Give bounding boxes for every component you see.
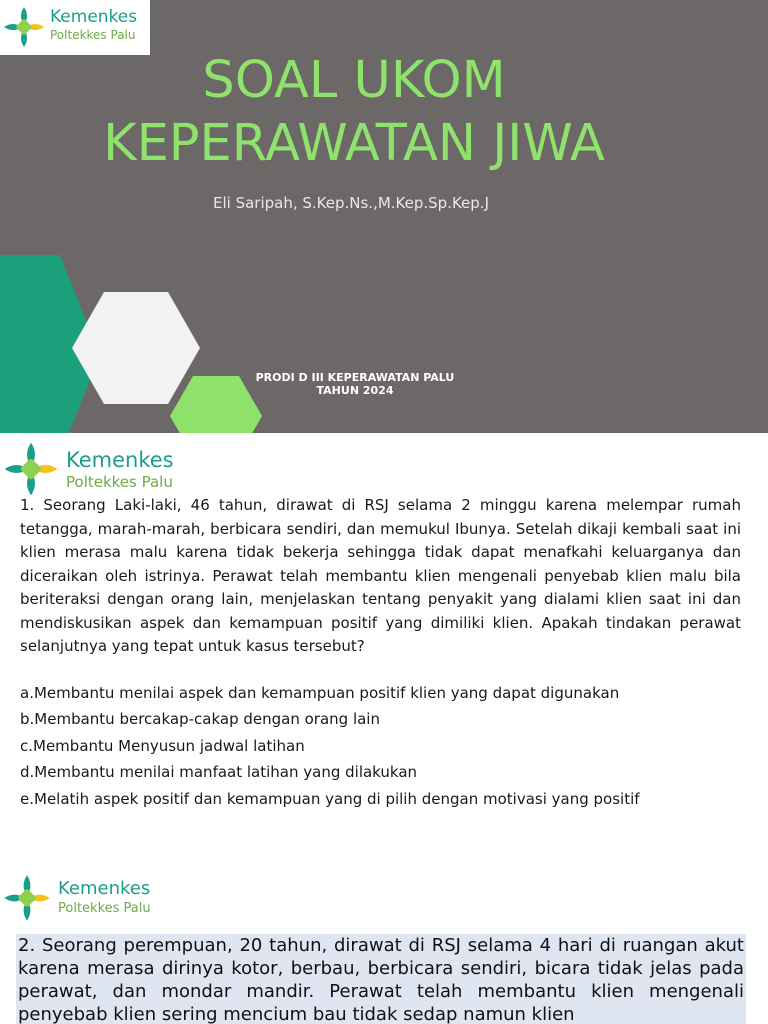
program-name: PRODI D III KEPERAWATAN PALU: [255, 371, 455, 384]
title-slide: [0, 0, 768, 433]
option-a: a.Membantu menilai aspek dan kemampuan positif klien yang dapat digunakan: [20, 683, 620, 702]
option-c: c.Membantu Menyusun jadwal latihan: [20, 736, 305, 755]
kemenkes-logo: [0, 0, 150, 55]
kemenkes-logo: [0, 866, 184, 932]
logo-text-kemenkes: Kemenkes: [58, 878, 151, 899]
program-year: TAHUN 2024: [316, 384, 394, 397]
kemenkes-logo-icon: [2, 870, 52, 926]
logo-text-kemenkes: Kemenkes: [50, 7, 138, 27]
author-name: Eli Saripah, S.Kep.Ns.,M.Kep.Sp.Kep.J: [212, 194, 489, 212]
program-info: [240, 371, 470, 397]
logo-text-kemenkes: Kemenkes: [66, 448, 174, 472]
kemenkes-logo-icon: [2, 438, 60, 500]
slide-title-line2: KEPERAWATAN JIWA: [103, 114, 605, 173]
question-2-text: 2. Seorang perempuan, 20 tahun, dirawat di RSJ selama 4 hari di ruangan akut karena merasa dirinya kotor, berbau, berbicara sendiri, bicara tidak jelas pada perawat, dan mondar mandir. Perawat telah membantu klien mengenali penyebab klien sering mencium bau tidak sedap namun klien: [18, 935, 744, 1024]
logo-text-poltekkes: Poltekkes Palu: [58, 901, 151, 916]
kemenkes-logo-icon: [2, 5, 46, 49]
logo-text-poltekkes: Poltekkes Palu: [66, 473, 173, 491]
question-1-text: 1. Seorang Laki-laki, 46 tahun, dirawat di RSJ selama 2 minggu karena melempar rumah tetangga, marah-marah, berbicara sendiri, dan memukul Ibunya. Setelah dikaji kembali saat ini klien merasa malu karena tidak bekerja sehingga tidak dapat menafkahi keluarganya dan diceraikan oleh istrinya. Perawat telah membantu klien mengenali penyebab klien malu bila beriteraksi dengan orang lain, menjelaskan tentang penyakit yang dialami klien saat ini dan mendiskusikan aspek dan kemampuan positif yang dimiliki klien. Apakah tindakan perawat selanjutnya yang tepat untuk kasus tersebut?: [20, 496, 741, 655]
question-1: [20, 494, 741, 811]
logo-text-poltekkes: Poltekkes Palu: [50, 28, 136, 42]
option-e: e.Melatih aspek positif dan kemampuan yang di pilih dengan motivasi yang positif: [20, 789, 640, 808]
option-b: b.Membantu bercakap-cakap dengan orang lain: [20, 710, 380, 728]
slide-title-line1: SOAL UKOM: [202, 51, 506, 110]
decor-hexagon-white: [72, 292, 200, 404]
option-d: d.Membantu menilai manfaat latihan yang dilakukan: [20, 763, 418, 781]
question-2: [16, 934, 746, 1024]
